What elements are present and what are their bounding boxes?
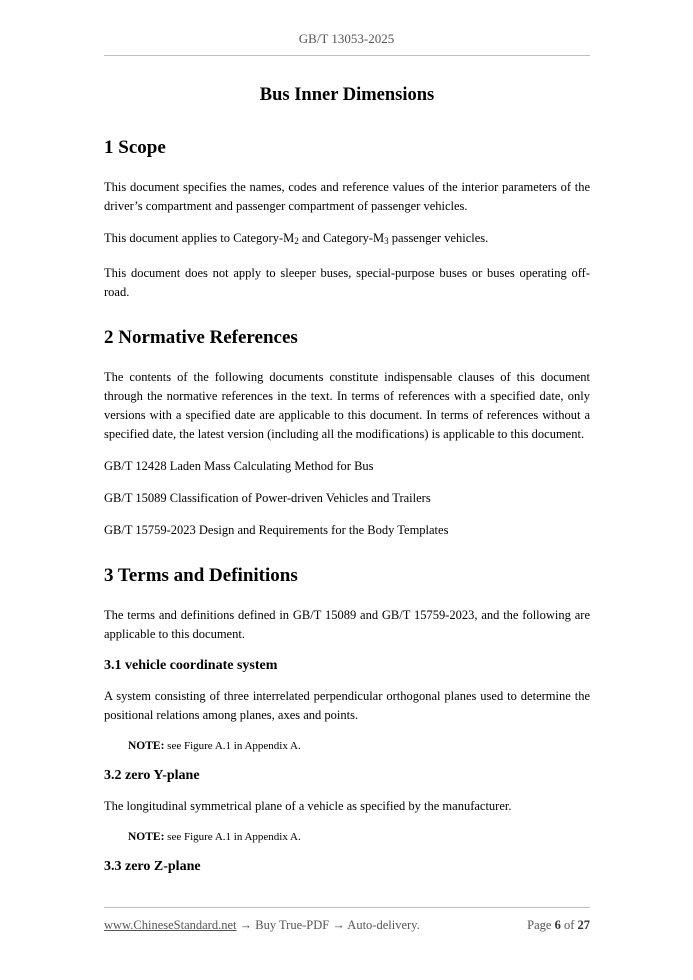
note-text: see Figure A.1 in Appendix A. xyxy=(164,831,301,843)
subscript: 3 xyxy=(384,236,389,246)
paragraph: The terms and definitions defined in GB/T 15089 and GB/T 15759-2023, and the following are applicable to this document. xyxy=(104,608,590,641)
term-definition: A system consisting of three interrelated perpendicular orthogonal planes used to determine the positional relations among planes, axes and points. xyxy=(104,689,590,722)
page-label: Page xyxy=(527,918,555,932)
term-heading: 3.1 vehicle coordinate system xyxy=(104,658,278,673)
paragraph xyxy=(104,229,590,251)
reference-item: GB/T 15089 Classification of Power-driven Vehicles and Trailers xyxy=(104,491,431,505)
term-heading: 3.2 zero Y-plane xyxy=(104,768,200,783)
note-label: NOTE: xyxy=(128,740,165,752)
note-text: see Figure A.1 in Appendix A. xyxy=(164,740,301,752)
note xyxy=(128,738,590,754)
page-footer xyxy=(104,918,590,933)
note-label: NOTE: xyxy=(128,831,165,843)
paragraph: This document does not apply to sleeper buses, special-purpose buses or buses operating off-road. xyxy=(104,266,590,299)
document-body xyxy=(104,85,590,888)
paragraph: This document specifies the names, codes and reference values of the interior parameters of the driver’s compartment and passenger compartment of passenger vehicles. xyxy=(104,180,590,213)
promo-text: → Buy True-PDF → Auto-delivery. xyxy=(236,918,420,932)
page-number xyxy=(527,918,590,933)
footer-divider xyxy=(104,907,590,908)
document-title: Bus Inner Dimensions xyxy=(259,85,435,105)
note xyxy=(128,829,590,845)
section-heading-normative-references: 2 Normative References xyxy=(104,327,298,348)
page-total: 27 xyxy=(577,918,590,932)
website-link[interactable]: www.ChineseStandard.net xyxy=(104,918,237,932)
text-run: This document applies to Category-M xyxy=(104,231,295,245)
term-definition: The longitudinal symmetrical plane of a vehicle as specified by the manufacturer. xyxy=(104,799,512,813)
paragraph: The contents of the following documents constitute indispensable clauses of this document through the normative references in the text. In terms of references with a specified date, only versions with a specified date are applicable to this document. In terms of references without a specified date, the latest version (including all the modifications) is applicable to this document. xyxy=(104,370,590,441)
subscript: 2 xyxy=(294,236,299,246)
term-heading: 3.3 zero Z-plane xyxy=(104,859,201,874)
header-standard-code: GB/T 13053-2025 xyxy=(298,31,395,46)
page-current: 6 xyxy=(554,918,561,932)
reference-item: GB/T 15759-2023 Design and Requirements for the Body Templates xyxy=(104,523,449,537)
section-heading-scope: 1 Scope xyxy=(104,137,166,158)
reference-item: GB/T 12428 Laden Mass Calculating Method for Bus xyxy=(104,459,374,473)
header-divider xyxy=(104,55,590,56)
section-heading-terms-and-definitions: 3 Terms and Definitions xyxy=(104,565,298,586)
text-run: passenger vehicles. xyxy=(388,231,489,245)
text-run: and Category-M xyxy=(298,231,385,245)
page-of-label: of xyxy=(560,918,578,932)
